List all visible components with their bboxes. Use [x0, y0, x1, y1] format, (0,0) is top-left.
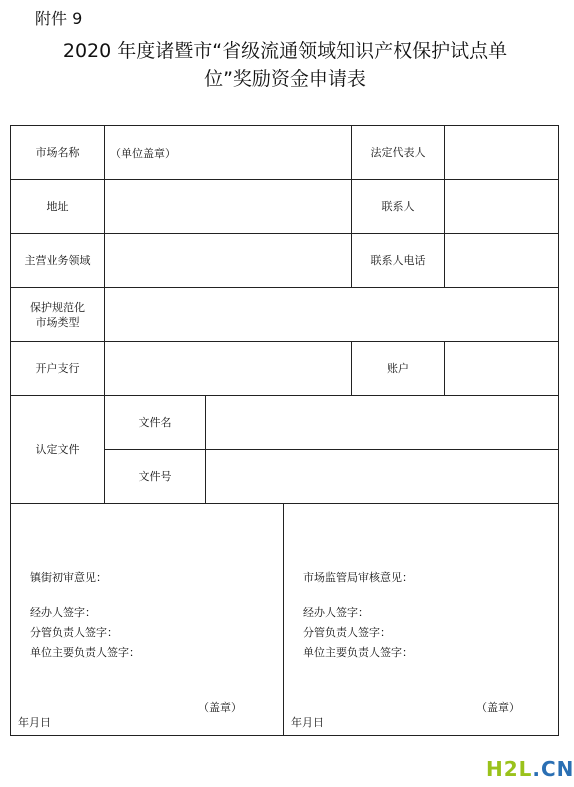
right-principal-signature: 单位主要负责人签字： — [303, 646, 413, 659]
account-label: 账户 — [387, 362, 409, 375]
column-divider — [283, 503, 284, 735]
right-date-label: 年月日 — [291, 716, 324, 729]
address-label: 地址 — [46, 200, 69, 213]
township-review-opinion: 镇街初审意见： — [30, 571, 107, 584]
table-border-right — [558, 125, 559, 736]
document-name-field[interactable] — [206, 396, 558, 449]
document-name-label: 文件名 — [138, 416, 172, 429]
certification-document-label: 认定文件 — [35, 443, 80, 456]
right-seal-label: （盖章） — [476, 701, 520, 714]
document-number-field[interactable] — [206, 450, 558, 503]
table-border-bottom — [10, 735, 559, 736]
bank-branch-label: 开户支行 — [35, 362, 80, 375]
bank-branch-field[interactable] — [105, 342, 351, 395]
main-business-field[interactable] — [105, 234, 351, 287]
left-principal-signature: 单位主要负责人签字： — [30, 646, 140, 659]
contact-phone-label: 联系人电话 — [370, 254, 426, 267]
main-business-label: 主营业务领域 — [24, 254, 91, 267]
market-type-field[interactable] — [105, 288, 558, 341]
left-date-label: 年月日 — [18, 716, 51, 729]
market-name-seal-hint: （单位盖章） — [110, 147, 176, 160]
market-type-label — [11, 288, 104, 341]
contact-person-field[interactable] — [445, 180, 558, 233]
left-handler-signature: 经办人签字： — [30, 606, 96, 619]
document-number-label: 文件号 — [138, 470, 172, 483]
watermark-part-1: H2L — [486, 757, 533, 781]
market-name-label: 市场名称 — [35, 146, 80, 159]
legal-representative-label: 法定代表人 — [370, 146, 426, 159]
site-watermark-logo — [486, 757, 574, 781]
market-type-label-line-2: 市场类型 — [35, 315, 80, 329]
page-title-line-1: 2020 年度诸暨市“省级流通领域知识产权保护试点单 — [62, 40, 508, 62]
watermark-part-2: .CN — [532, 757, 574, 781]
contact-person-label: 联系人 — [381, 200, 415, 213]
left-in-charge-signature: 分管负责人签字： — [30, 626, 118, 639]
row-divider — [10, 503, 559, 504]
contact-phone-field[interactable] — [445, 234, 558, 287]
left-seal-label: （盖章） — [198, 701, 242, 714]
legal-representative-field[interactable] — [445, 126, 558, 179]
right-in-charge-signature: 分管负责人签字： — [303, 626, 391, 639]
account-field[interactable] — [445, 342, 558, 395]
market-type-label-line-1: 保护规范化 — [30, 300, 85, 314]
page-title-line-2: 位”奖励资金申请表 — [204, 68, 366, 90]
market-bureau-review-opinion: 市场监管局审核意见： — [303, 571, 413, 584]
attachment-label: 附件 9 — [35, 9, 83, 28]
right-handler-signature: 经办人签字： — [303, 606, 369, 619]
address-field[interactable] — [105, 180, 351, 233]
